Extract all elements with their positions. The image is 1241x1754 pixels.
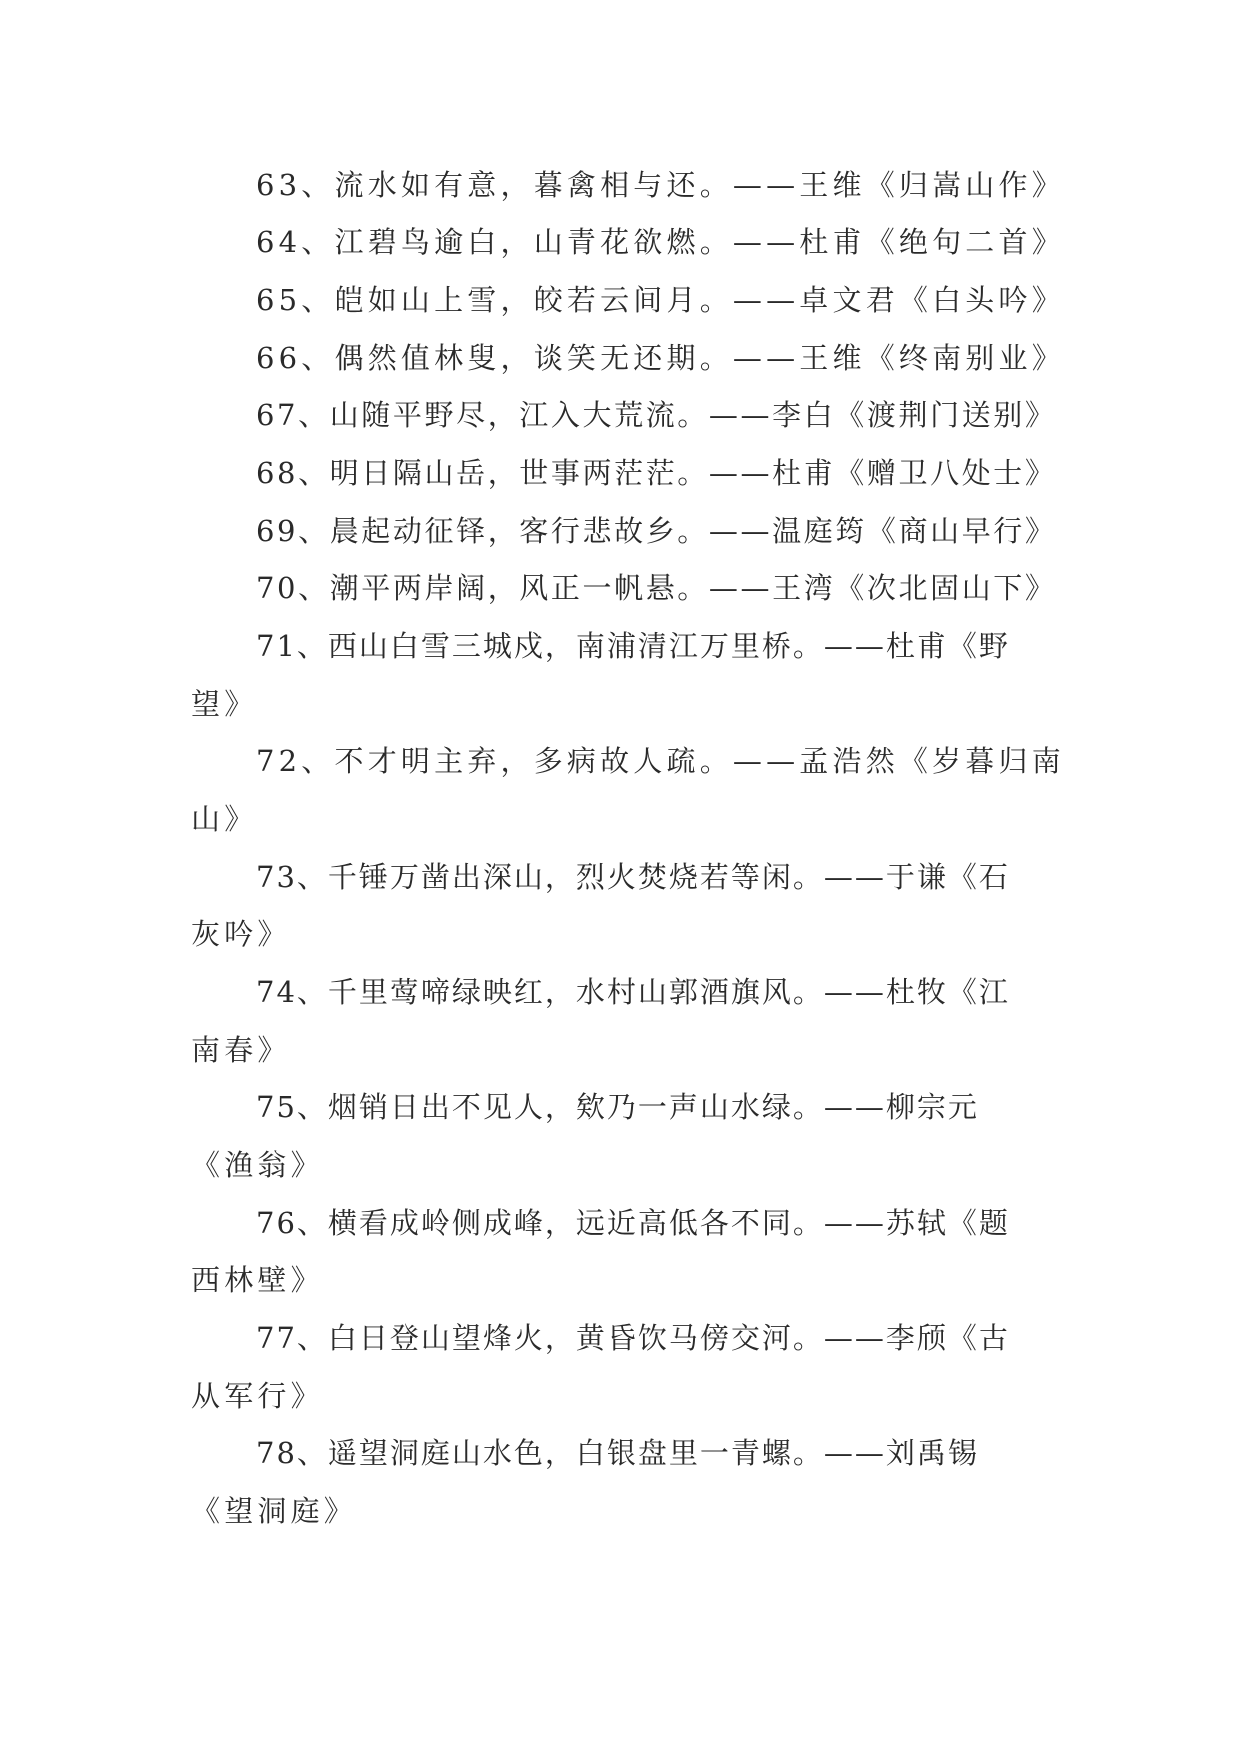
quote-78-line1: 78、遥望洞庭山水色，白银盘里一青螺。——刘禹锡 — [256, 1436, 979, 1470]
quote-77-line1: 77、白日登山望烽火，黄昏饮马傍交河。——李颀《古 — [256, 1321, 1010, 1355]
quote-64: 64、江碧鸟逾白，山青花欲燃。——杜甫《绝句二首》 — [256, 225, 1065, 259]
quote-70: 70、潮平两岸阔，风正一帆悬。——王湾《次北固山下》 — [256, 571, 1057, 605]
quote-68: 68、明日隔山岳，世事两茫茫。——杜甫《赠卫八处士》 — [256, 456, 1057, 490]
quote-74-line2: 南春》 — [191, 1033, 291, 1067]
quote-78-line2: 《望洞庭》 — [191, 1494, 358, 1528]
quote-72-line1: 72、不才明主弃，多病故人疏。——孟浩然《岁暮归南 — [256, 744, 1065, 778]
quote-65: 65、皑如山上雪，皎若云间月。——卓文君《白头吟》 — [256, 283, 1065, 317]
quote-76-line2: 西林壁》 — [191, 1263, 324, 1297]
quote-67: 67、山随平野尽，江入大荒流。——李白《渡荆门送别》 — [256, 398, 1057, 432]
quote-63: 63、流水如有意，暮禽相与还。——王维《归嵩山作》 — [256, 168, 1065, 202]
quote-75-line1: 75、烟销日出不见人，欸乃一声山水绿。——柳宗元 — [256, 1090, 979, 1124]
quote-71-line2: 望》 — [191, 687, 258, 721]
quote-72-line2: 山》 — [191, 802, 258, 836]
quote-73-line2: 灰吟》 — [191, 917, 291, 951]
quote-69: 69、晨起动征铎，客行悲故乡。——温庭筠《商山早行》 — [256, 514, 1057, 548]
quote-66: 66、偶然值林叟，谈笑无还期。——王维《终南别业》 — [256, 341, 1065, 375]
quote-73-line1: 73、千锤万凿出深山，烈火焚烧若等闲。——于谦《石 — [256, 860, 1010, 894]
quote-76-line1: 76、横看成岭侧成峰，远近高低各不同。——苏轼《题 — [256, 1206, 1010, 1240]
quote-74-line1: 74、千里莺啼绿映红，水村山郭酒旗风。——杜牧《江 — [256, 975, 1010, 1009]
quote-71-line1: 71、西山白雪三城戍，南浦清江万里桥。——杜甫《野 — [256, 629, 1010, 663]
quote-77-line2: 从军行》 — [191, 1379, 324, 1413]
quote-75-line2: 《渔翁》 — [191, 1148, 324, 1182]
